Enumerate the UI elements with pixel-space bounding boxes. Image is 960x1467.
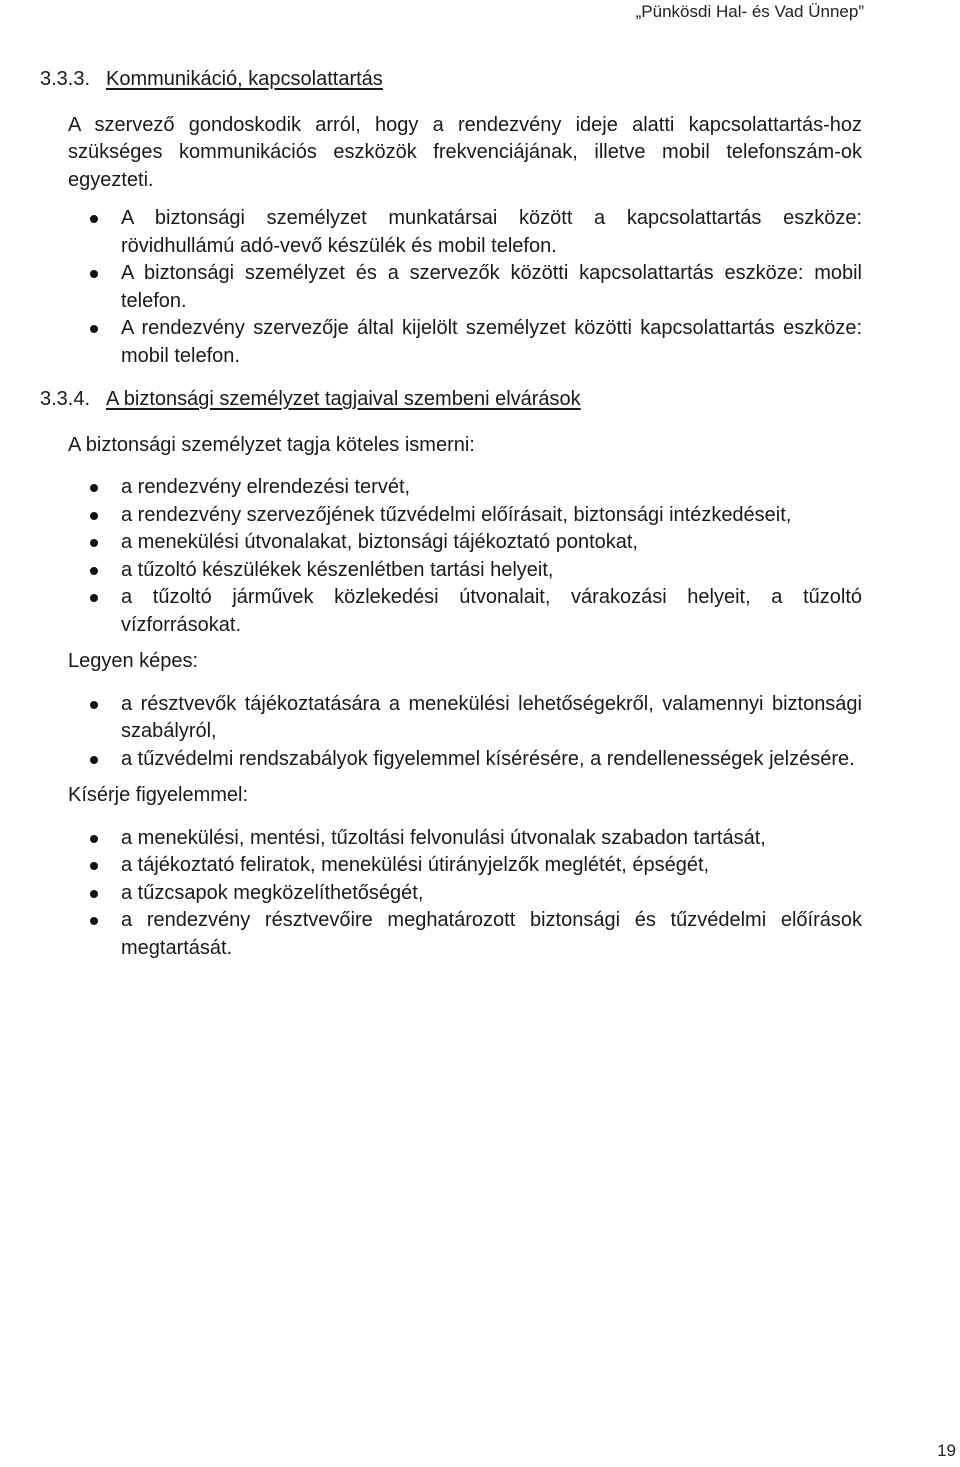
know-list — [68, 474, 862, 639]
list-item: a rendezvény szervezőjének tűzvédelmi előírásait, biztonsági intézkedéseit, — [68, 502, 862, 530]
list-item: a tűzvédelmi rendszabályok figyelemmel kísérésére, a rendellenességek jelzésére. — [68, 746, 862, 774]
list-item: A biztonsági személyzet és a szervezők közötti kapcsolattartás eszköze: mobil telefon. — [68, 260, 862, 315]
able-intro: Legyen képes: — [68, 650, 199, 672]
page-body — [40, 66, 862, 962]
list-item: a tűzoltó készülékek készenlétben tartási helyeit, — [68, 557, 862, 585]
section-title: Kommunikáció, kapcsolattartás — [106, 68, 383, 90]
monitor-list — [68, 825, 862, 963]
know-intro: A biztonsági személyzet tagja köteles ismerni: — [68, 433, 475, 456]
list-item: A biztonsági személyzet munkatársai között a kapcsolattartás eszköze: rövidhullámú adó-vevő készülék és mobil telefon. — [68, 205, 862, 260]
section-heading-334 — [40, 386, 862, 414]
communication-list — [68, 205, 862, 370]
section-title: A biztonsági személyzet tagjaival szembeni elvárások — [106, 388, 581, 410]
list-item: a tűzoltó járművek közlekedési útvonalait, várakozási helyeit, a tűzoltó vízforrásokat. — [68, 584, 862, 639]
list-item: a rendezvény résztvevőire meghatározott biztonsági és tűzvédelmi előírások megtartását. — [68, 907, 862, 962]
list-item: a rendezvény elrendezési tervét, — [68, 474, 862, 502]
section-intro-paragraph: A szervező gondoskodik arról, hogy a rendezvény ideje alatti kapcsolattartás-hoz szükséges kommunikációs eszközök frekvenciájának, illetve mobil telefonszám-ok egyezteti. — [68, 113, 862, 191]
monitor-intro: Kísérje figyelemmel: — [68, 784, 249, 806]
able-list — [68, 691, 862, 774]
list-item: a résztvevők tájékoztatására a menekülési lehetőségekről, valamennyi biztonsági szabályról, — [68, 691, 862, 746]
list-item: a tájékoztató feliratok, menekülési útirányjelzők meglétét, épségét, — [68, 852, 862, 880]
list-item: a menekülési, mentési, tűzoltási felvonulási útvonalak szabadon tartását, — [68, 825, 862, 853]
section-number: 3.3.3. — [40, 68, 91, 90]
section-heading-333 — [40, 66, 862, 94]
section-number: 3.3.4. — [40, 388, 91, 410]
list-item: a tűzcsapok megközelíthetőségét, — [68, 880, 862, 908]
page-number: 19 — [937, 1441, 956, 1460]
list-item: A rendezvény szervezője által kijelölt személyzet közötti kapcsolattartás eszköze: mobil telefon. — [68, 315, 862, 370]
running-header: „Pünkösdi Hal- és Vad Ünnep” — [635, 2, 864, 21]
list-item: a menekülési útvonalakat, biztonsági tájékoztató pontokat, — [68, 529, 862, 557]
